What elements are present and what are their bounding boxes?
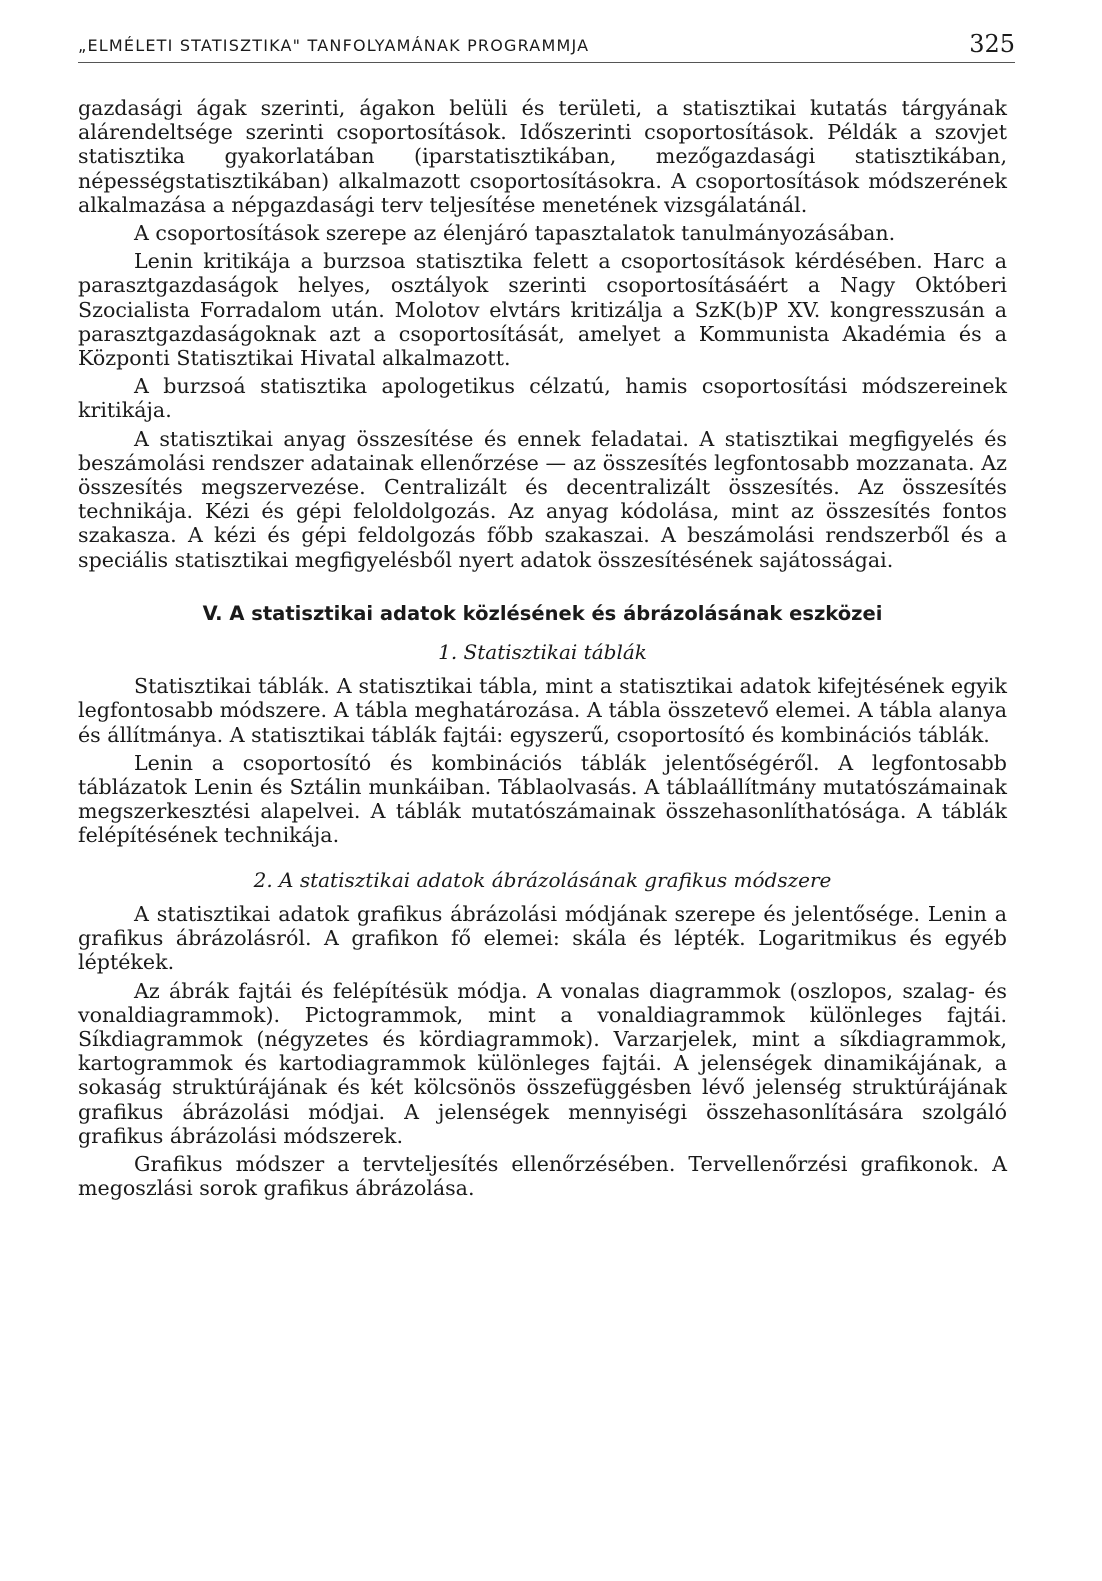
header-rule — [78, 62, 1015, 63]
paragraph: A statisztikai anyag összesítése és ennek feladatai. A statisztikai megfigyelés és beszámolási rendszer adatainak ellenőrzése — az összesítés legfontosabb mozzanata. Az összesítés megszervezése. Centralizált és decentralizált összesítés. Az összesítés technikája. Kézi és gépi feloldolgozás. Az anyag kódolása, mint az összesítés fontos szakasza. A kézi és gépi feldolgozás főbb szakaszai. A beszámolási rendszerből és a speciális statisztikai megfigyelésből nyert adatok összesítésének sajátosságai. — [78, 426, 1007, 572]
page-number: 325 — [969, 30, 1015, 58]
running-title: „ELMÉLETI STATISZTIKA" TANFOLYAMÁNAK PROGRAMMJA — [78, 36, 590, 55]
paragraph: Grafikus módszer a tervteljesítés ellenőrzésében. Tervellenőrzési grafikonok. A megoszlási sorok grafikus ábrázolása. — [78, 1151, 1007, 1201]
paragraph: Az ábrák fajtái és felépítésük módja. A vonalas diagrammok (oszlopos, szalag- és vonaldiagrammok). Pictogrammok, mint a vonaldiagrammok különleges fajtái. Síkdiagrammok (négyzetes és kördiagrammok). Varzarjelek, mint a síkdiagrammok, kartogrammok és kartodiagrammok különleges fajtái. A jelenségek dinamikájának, a sokaság struktúrájának és két kölcsönös összefüggésben lévő jelenség struktúrájának grafikus ábrázolási módjai. A jelenségek mennyiségi összehasonlítására szolgáló grafikus ábrázolási módszerek. — [78, 978, 1007, 1148]
paragraph: Lenin kritikája a burzsoa statisztika felett a csoportosítások kérdésében. Harc a parasztgazdaságok helyes, osztályok szerinti csoportosításáért a Nagy Októberi Szocialista Forradalom után. Molotov elvtárs kritizálja a SzK(b)P XV. kongresszusán a parasztgazdaságoknak azt a csoportosítását, amelyet a Kommunista Akadémia és a Központi Statisztikai Hivatal alkalmazott. — [78, 249, 1007, 371]
body-text — [78, 96, 1007, 1200]
paragraph: Lenin a csoportosító és kombinációs táblák jelentőségéről. A legfontosabb táblázatok Lenin és Sztálin munkáiban. Táblaolvasás. A táblaállítmány mutatószámainak megszerkesztési alapelvei. A táblák mutatószámainak összehasonlíthatósága. A táblák felépítésének technikája. — [78, 750, 1007, 848]
subsection-title-tables: 1. Statisztikai táblák — [438, 640, 647, 665]
section-heading: V. A statisztikai adatok közlésének és ábrázolásának eszközei — [202, 601, 883, 625]
paragraph: A burzsoá statisztika apologetikus célzatú, hamis csoportosítási módszereinek kritikája. — [78, 374, 1007, 423]
paragraph: A statisztikai adatok grafikus ábrázolási módjának szerepe és jelentősége. Lenin a grafikus ábrázolásról. A grafikon fő elemei: skála és lépték. Logaritmikus és egyéb léptékek. — [78, 901, 1007, 975]
subsection-title-graphics: 2. A statisztikai adatok ábrázolásának grafikus módszere — [253, 867, 832, 892]
paragraph: gazdasági ágak szerinti, ágakon belüli és területi, a statisztikai kutatás tárgyának alárendeltsége szerinti csoportosítások. Időszerinti csoportosítások. Példák a szovjet statisztika gyakorlatában (iparstatisztikában, mezőgazdasági statisztikában, népességstatisztikában) alkalmazott csoportosításokra. A csoportosítások módszerének alkalmazása a népgazdasági terv teljesítése menetének vizsgálatánál. — [78, 96, 1007, 217]
paragraph: A csoportosítások szerepe az élenjáró tapasztalatok tanulmányozásában. — [134, 221, 896, 246]
page-header — [78, 30, 1015, 74]
paragraph: Statisztikai táblák. A statisztikai tábla, mint a statisztikai adatok kifejtésének egyik legfontosabb módszere. A tábla meghatározása. A tábla összetevő elemei. A tábla alanya és állítmánya. A statisztikai táblák fajtái: egyszerű, csoportosító és kombinációs táblák. — [78, 674, 1007, 747]
